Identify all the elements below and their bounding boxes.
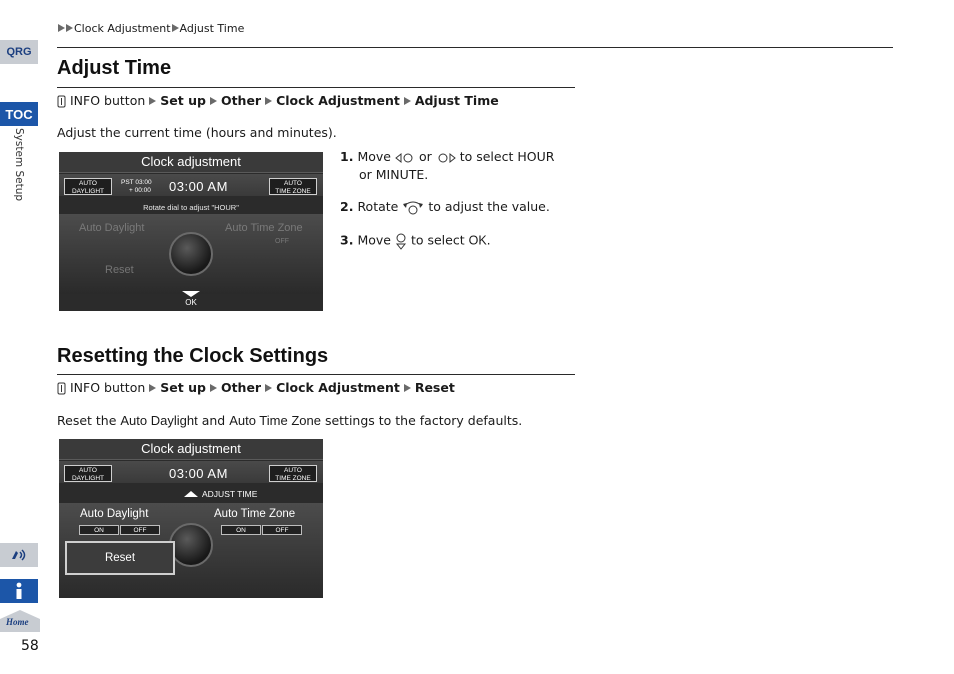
ok-label[interactable]: OK [185,298,197,307]
info-tab[interactable] [0,579,38,603]
move-down-icon [395,232,407,250]
step-3: 3. Move to select OK. [340,232,491,250]
section-divider [57,374,575,375]
screen-title: Clock adjustment [59,152,323,173]
rotate-dial-icon [402,200,424,216]
current-time: 03:00 AM [169,466,228,481]
path-item: Other [220,93,262,108]
auto-daylight-label: Auto Daylight [80,508,149,520]
page-number: 58 [21,638,39,654]
section-title-resetting: Resetting the Clock Settings [57,345,329,367]
reset-button[interactable]: Reset [65,541,175,575]
auto-daylight-button[interactable]: AUTO DAYLIGHT [64,465,112,482]
top-divider [57,47,893,48]
breadcrumb-arrow-icon [66,24,73,32]
info-button-icon [57,382,66,395]
section-description: Reset the Auto Daylight and Auto Time Zone settings to the factory defaults. [57,413,523,428]
path-item: Set up [160,380,206,395]
auto-daylight-on[interactable]: ON [79,525,119,535]
step-1-cont: or MINUTE. [359,167,429,182]
path-item: Adjust Time [414,93,499,108]
ghost-auto-daylight: Auto Daylight [79,222,145,234]
menu-path [57,380,455,395]
path-item: Set up [160,93,206,108]
move-left-icon [395,152,415,164]
path-item: Other [220,380,262,395]
qrg-label: QRG [6,46,32,58]
ghost-auto-time-zone: Auto Time Zone [225,222,303,234]
voice-command-tab[interactable] [0,543,38,567]
path-item: Clock Adjustment [276,380,400,395]
auto-time-zone-off[interactable]: OFF [262,525,302,535]
auto-daylight-button[interactable]: AUTO DAYLIGHT [64,178,112,195]
path-prefix: INFO button [70,380,146,395]
toc-label: TOC [5,106,33,122]
path-prefix: INFO button [70,93,146,108]
step-1: 1. Move or to select HOUR [340,149,555,164]
dial-knob[interactable] [169,523,213,567]
move-right-icon [436,152,456,164]
menu-path [57,93,499,108]
up-arrow-icon [183,490,199,498]
ghost-off: OFF [275,238,289,245]
screen-title: Clock adjustment [59,439,323,460]
auto-time-zone-on[interactable]: ON [221,525,261,535]
breadcrumb-item[interactable]: Clock Adjustment [74,22,171,35]
home-label: Home [6,617,29,627]
breadcrumb-arrow-icon [172,24,179,32]
path-item: Reset [414,380,455,395]
path-item: Clock Adjustment [276,93,400,108]
qrg-tab[interactable] [0,40,38,64]
voice-command-icon [9,547,29,563]
adjust-time-button[interactable]: ADJUST TIME [202,489,258,499]
auto-time-zone-button[interactable]: AUTO TIME ZONE [269,465,317,482]
auto-time-zone-label: Auto Time Zone [214,508,296,520]
info-button-icon [57,95,66,108]
toc-tab[interactable] [0,102,38,126]
auto-daylight-off[interactable]: OFF [120,525,160,535]
breadcrumb [58,22,244,35]
section-description: Adjust the current time (hours and minutes). [57,125,337,140]
down-arrow-icon [181,290,201,298]
breadcrumb-item[interactable]: Adjust Time [179,22,245,35]
clock-adjust-screen-1 [59,152,323,311]
auto-time-zone-button[interactable]: AUTO TIME ZONE [269,178,317,195]
step-2: 2. Rotate to adjust the value. [340,199,550,214]
section-title-adjust-time: Adjust Time [57,57,172,79]
ghost-reset: Reset [105,264,134,276]
breadcrumb-arrow-icon [58,24,65,32]
section-label: System Setup [13,128,25,202]
section-divider [57,87,575,88]
current-time: 03:00 AM [169,179,228,194]
info-icon [13,582,25,600]
rotate-message: Rotate dial to adjust "HOUR" [143,203,239,212]
dial-knob[interactable] [169,232,213,276]
pst-offset: PST 03:00 + 00:00 [121,179,152,194]
home-tab[interactable] [0,610,40,632]
clock-adjust-screen-2 [59,439,323,598]
